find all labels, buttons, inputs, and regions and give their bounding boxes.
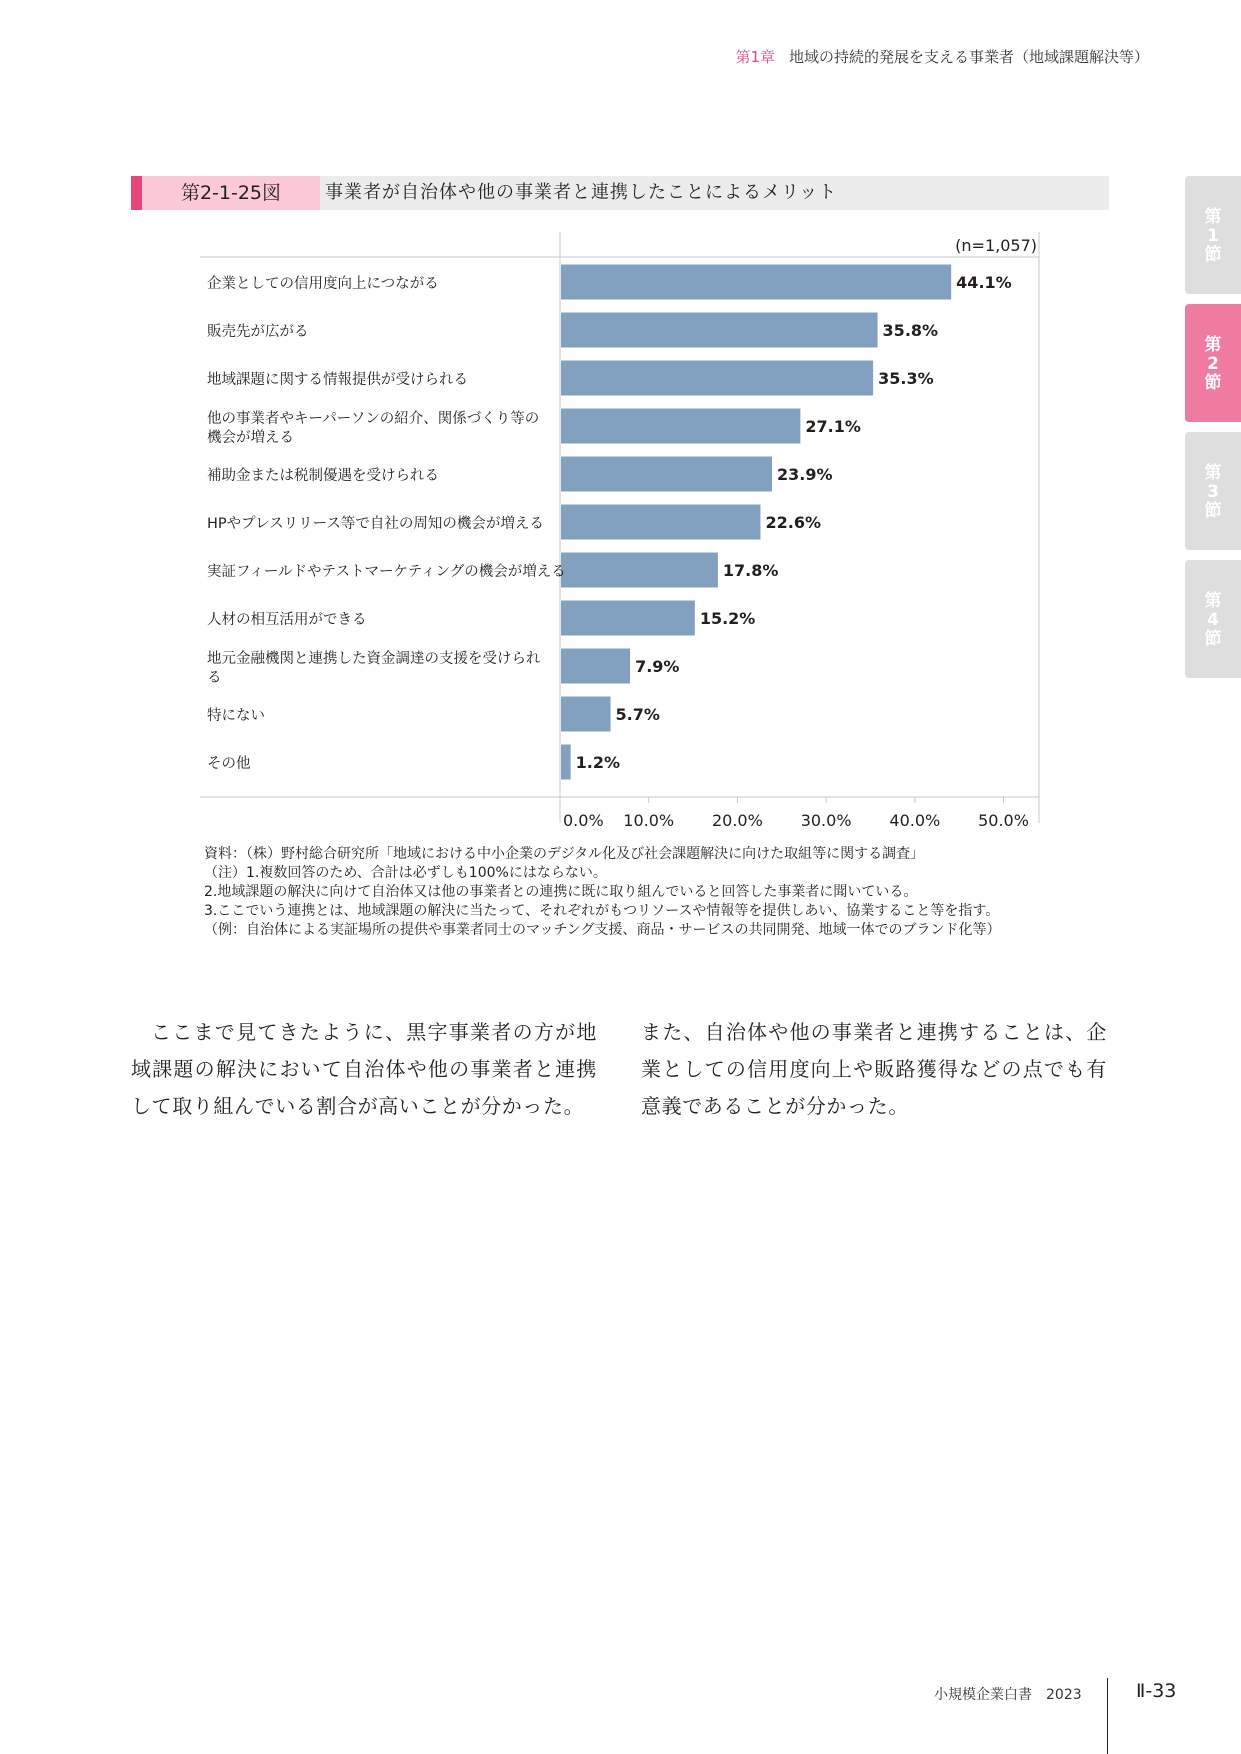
bar — [561, 265, 951, 300]
bar — [561, 745, 571, 780]
bar — [561, 505, 760, 540]
data-label: 35.3% — [878, 369, 934, 388]
category-label: 他の事業者やキーパーソンの紹介、関係づくり等の — [207, 411, 540, 427]
note-example: （例：自治体による実証場所の提供や事業者同士のマッチング支援、商品・サービスの共同開発、地域一体でのブランド化等） — [204, 922, 1001, 938]
note-3: 3.ここでいう連携とは、地域課題の解決に当たって、それぞれがもつリソースや情報等を提供しあい、協業すること等を指す。 — [204, 903, 1000, 919]
category-label: 地域課題に関する情報提供が受けられる — [207, 372, 468, 388]
category-label: 人材の相互活用ができる — [207, 612, 367, 628]
x-tick-label: 0.0% — [563, 811, 604, 830]
category-label: 地元金融機関と連携した資金調達の支援を受けられ — [207, 651, 541, 667]
bar — [561, 697, 611, 732]
category-label: る — [207, 670, 222, 686]
note-1: （注）1.複数回答のため、合計は必ずしも100%にはならない。 — [204, 865, 607, 881]
body-paragraph-right: また、自治体や他の事業者と連携することは、企業としての信用度向上や販路獲得などの点でも有意義であることが分かった。 — [641, 1020, 1107, 1118]
body-paragraph-left: ここまで見てきたように、黒字事業者の方が地域課題の解決において自治体や他の事業者と連携して取り組んでいる割合が高いことが分かった。 — [131, 1020, 597, 1118]
bar — [561, 361, 873, 396]
sample-size-label: (n=1,057) — [955, 236, 1037, 255]
category-label: 実証フィールドやテストマーケティングの機会が増える — [207, 564, 566, 580]
bar — [561, 457, 772, 492]
category-label: 販売先が広がる — [207, 324, 309, 340]
bar — [561, 313, 878, 348]
publication-title: 小規模企業白書 2023 — [934, 1687, 1082, 1703]
category-label: 機会が増える — [207, 430, 294, 446]
data-label: 35.8% — [882, 321, 939, 340]
category-label: 補助金または税制優遇を受けられる — [207, 468, 439, 484]
note-2: 2.地域課題の解決に向けて自治体又は他の事業者との連携に既に取り組んでいると回答した事業者に聞いている。 — [204, 884, 918, 900]
figure-number: 第2-1-25図 — [142, 176, 320, 210]
x-tick-label: 30.0% — [800, 811, 852, 830]
category-label: 企業としての信用度向上につながる — [207, 276, 439, 292]
footer-divider — [1107, 1678, 1108, 1754]
data-label: 17.8% — [722, 561, 779, 580]
section-tab-label: 第3節 — [1204, 462, 1222, 521]
category-label: HPやプレスリリース等で自社の周知の機会が増える — [207, 516, 544, 532]
page-number: Ⅱ-33 — [1136, 1680, 1177, 1702]
chapter-label: 第1章 — [735, 48, 775, 66]
category-label: 特にない — [207, 708, 265, 724]
chapter-title: 地域の持続的発展を支える事業者（地域課題解決等） — [788, 48, 1149, 66]
bar — [561, 553, 718, 588]
section-tab-label: 第1節 — [1204, 206, 1222, 265]
data-label: 23.9% — [777, 465, 833, 484]
data-label: 7.9% — [635, 657, 680, 676]
category-label: その他 — [207, 756, 251, 772]
data-label: 44.1% — [956, 273, 1012, 292]
x-tick-label: 20.0% — [711, 811, 763, 830]
bar — [561, 649, 630, 684]
figure-notes — [204, 845, 1104, 940]
bar — [561, 409, 800, 444]
data-label: 22.6% — [765, 513, 821, 532]
data-label: 15.2% — [699, 609, 756, 628]
data-label: 1.2% — [575, 753, 621, 772]
bar-chart — [0, 0, 1241, 830]
x-tick-label: 10.0% — [623, 811, 675, 830]
section-tab-label: 第4節 — [1204, 590, 1222, 649]
bar — [561, 601, 695, 636]
data-label: 5.7% — [615, 705, 660, 724]
x-tick-label: 40.0% — [889, 811, 941, 830]
figure-title: 事業者が自治体や他の事業者と連携したことによるメリット — [325, 182, 838, 203]
note-source: 資料：（株）野村総合研究所「地域における中小企業のデジタル化及び社会課題解決に向けた取組等に関する調査」 — [204, 846, 925, 862]
section-tab-label: 第2節 — [1204, 334, 1222, 393]
x-tick-label: 50.0% — [978, 811, 1029, 830]
data-label: 27.1% — [805, 417, 861, 436]
